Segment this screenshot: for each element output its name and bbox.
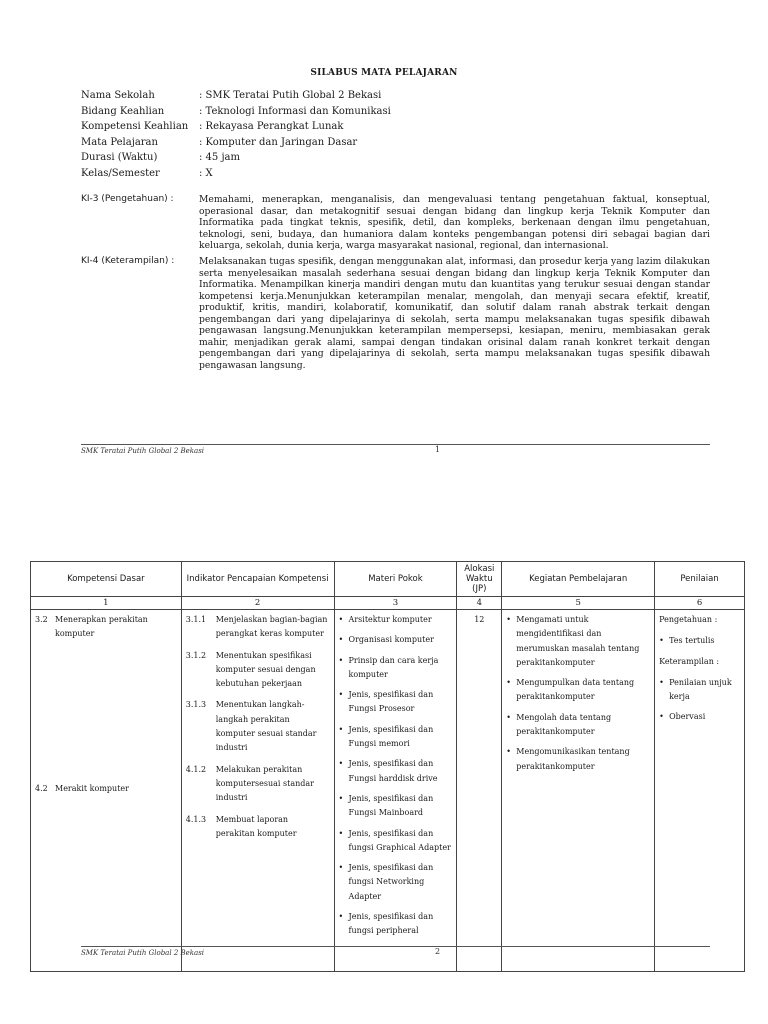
indikator-number: 4.1.3	[185, 814, 207, 824]
info-row-subject	[81, 135, 391, 151]
list-item	[659, 676, 740, 705]
indikator-text: Menentukan spesifikasi komputer sesuai dengan kebutuhan pekerjaan	[215, 650, 316, 689]
indikator-item	[186, 763, 330, 806]
kegiatan-text: Mengolah data tentang perakitankomputer	[516, 712, 612, 737]
list-item	[506, 745, 650, 774]
list-item	[339, 757, 453, 786]
bullet-icon: •	[338, 690, 344, 700]
bullet-icon: •	[338, 724, 344, 734]
syllabus-table	[30, 561, 745, 972]
info-label: Bidang Keahlian	[81, 105, 165, 117]
cell-alokasi-waktu: 12	[457, 610, 502, 972]
materi-text: Jenis, spesifikasi dan Fungsi harddisk drive	[348, 759, 438, 783]
indikator-text: Melakukan perakitan komputersesuai standar industri	[215, 764, 314, 803]
bullet-icon: •	[338, 912, 344, 922]
penilaian-keterampilan-label: Keterampilan :	[659, 656, 720, 666]
bullet-icon: •	[338, 655, 344, 665]
penilaian-pengetahuan-label: Pengetahuan :	[659, 615, 718, 624]
bullet-icon: •	[338, 759, 344, 769]
info-row-duration	[81, 150, 391, 166]
materi-text: Prinsip dan cara kerja komputer	[348, 655, 439, 679]
footer-divider	[81, 444, 710, 445]
kd-number: 3.2	[35, 615, 48, 624]
header-kegiatan: Kegiatan Pembelajaran	[502, 562, 655, 597]
footer-page-number: 2	[435, 947, 441, 956]
ki4-text: Melaksanakan tugas spesifik, dengan menggunakan alat, informasi, dan prosedur kerja yang lazim dilakukan serta menyelesaikan masalah sederhana sesuai dengan bidang dan lingkup kerja Teknik Komputer dan Informatika. Menampilkan kinerja mandiri dengan mutu dan kuantitas yang terukur sesuai dengan standar kompetensi kerja.Menunjukkan keterampilan menalar, mengolah, dan menyaji secara efektif, kreatif, produktif, kritis, mandiri, kolaboratif, komunikatif, dan solutif dalam ranah abstrak terkait dengan pengembangan dari yang dipelajarinya di sekolah, serta mampu melaksanakan tugas spesifik dibawah pengawasan langsung.Menunjukkan keterampilan mempersepsi, kesiapan, meniru, membiasakan gerak mahir, menjadikan gerak alami, sampai dengan tindakan orisinal dalam ranah konkret terkait dengan pengembangan dari yang dipelajarinya di sekolah, serta mampu melaksanakan tugas spesifik dibawah pengawasan langsung.	[199, 256, 710, 371]
ki3-label: KI-3 (Pengetahuan) :	[81, 194, 174, 204]
list-item	[339, 654, 453, 683]
header-kompetensi-dasar: Kompetensi Dasar	[31, 562, 182, 597]
cell-penilaian	[655, 610, 745, 972]
page-title: SILABUS MATA PELAJARAN	[310, 68, 458, 78]
indikator-number: 4.1.2	[185, 764, 207, 774]
indikator-number: 3.1.3	[185, 700, 207, 710]
bullet-icon: •	[338, 863, 344, 873]
info-row-school	[81, 88, 391, 104]
list-item	[339, 910, 453, 939]
bullet-icon: •	[506, 678, 511, 688]
bullet-icon: •	[338, 793, 344, 803]
table-header-row	[31, 562, 745, 597]
materi-text: Organisasi komputer	[348, 635, 434, 645]
info-row-class	[81, 166, 391, 182]
list-item	[339, 688, 453, 717]
column-number: 4	[457, 597, 502, 610]
ki3-text: Memahami, menerapkan, menganalisis, dan mengevaluasi tentang pengetahuan faktual, konseptual, operasional dasar, dan metakognitif sesuai dengan bidang dan lingkup kerja Teknik Komputer dan Informatika pada tingkat teknis, spesifik, detil, dan kompleks, berkenaan dengan ilmu pengetahuan, teknologi, seni, budaya, dan humaniora dalam konteks pengembangan potensi diri sebagai bagian dari keluarga, sekolah, dunia kerja, warga masyarakat nasional, regional, dan internasional.	[199, 194, 710, 251]
materi-text: Jenis, spesifikasi dan Fungsi Mainboard	[348, 793, 434, 818]
kegiatan-text: Mengamati untuk mengidentifikasi dan merumuskan masalah tentang perakitankomputer	[516, 615, 640, 667]
penilaian-text: Tes tertulis	[669, 636, 715, 646]
column-number: 1	[31, 597, 182, 610]
kd-item	[35, 613, 177, 642]
header-alokasi-waktu: Alokasi Waktu (JP)	[457, 562, 502, 597]
materi-text: Jenis, spesifikasi dan Fungsi Prosesor	[348, 690, 434, 714]
column-number: 3	[334, 597, 457, 610]
indikator-item	[186, 698, 330, 755]
materi-text: Jenis, spesifikasi dan Fungsi memori	[348, 724, 434, 749]
bullet-icon: •	[506, 712, 511, 722]
footer-page-number: 1	[435, 445, 441, 454]
list-item	[506, 613, 650, 670]
cell-materi-pokok	[334, 610, 457, 972]
indikator-text: Membuat laporan perakitan komputer	[215, 814, 297, 838]
penilaian-pengetahuan-list	[659, 634, 740, 648]
kd-text: Menerapkan perakitan komputer	[55, 615, 148, 639]
school-info	[81, 88, 391, 181]
ki4-label: KI-4 (Keterampilan) :	[81, 256, 175, 266]
list-item	[506, 676, 650, 705]
bullet-icon: •	[338, 635, 344, 645]
cell-indikator	[181, 610, 334, 972]
indikator-number: 3.1.2	[185, 650, 207, 660]
table-row	[31, 610, 745, 972]
info-value: : Teknologi Informasi dan Komunikasi	[199, 105, 391, 117]
list-item	[339, 613, 453, 627]
info-label: Kelas/Semester	[81, 167, 160, 179]
ki3-section	[81, 194, 710, 252]
materi-text: Jenis, spesifikasi dan fungsi Graphical Adapter	[348, 828, 451, 852]
list-item	[339, 792, 453, 821]
info-value: : Komputer dan Jaringan Dasar	[199, 136, 358, 148]
kd-number: 4.2	[35, 783, 48, 793]
kd-item	[35, 782, 177, 796]
indikator-number: 3.1.1	[185, 615, 207, 624]
header-materi-pokok: Materi Pokok	[334, 562, 457, 597]
materi-list	[339, 613, 453, 939]
bullet-icon: •	[338, 828, 344, 838]
list-item	[506, 711, 650, 740]
column-number: 6	[655, 597, 745, 610]
list-item	[339, 723, 453, 752]
penilaian-keterampilan-list	[659, 676, 740, 725]
info-label: Nama Sekolah	[81, 90, 155, 101]
column-number: 2	[181, 597, 334, 610]
cell-kompetensi-dasar	[31, 610, 182, 972]
penilaian-text: Obervasi	[669, 712, 706, 722]
list-item	[339, 827, 453, 856]
bullet-icon: •	[338, 615, 344, 624]
kegiatan-text: Mengumpulkan data tentang perakitankomputer	[516, 678, 635, 702]
materi-text: Arsitektur komputer	[348, 615, 432, 624]
bullet-icon: •	[659, 636, 664, 646]
footer-divider	[81, 946, 710, 947]
list-item	[659, 710, 740, 724]
penilaian-text: Penilaian unjuk kerja	[669, 677, 732, 702]
footer-school-name: SMK Teratai Putih Global 2 Bekasi	[81, 949, 205, 957]
bullet-icon: •	[506, 615, 511, 624]
bullet-icon: •	[659, 712, 664, 722]
info-label: Kompetensi Keahlian	[81, 121, 189, 132]
info-value: : Rekayasa Perangkat Lunak	[199, 121, 344, 132]
info-label: Durasi (Waktu)	[81, 152, 158, 163]
bullet-icon: •	[506, 747, 511, 757]
list-item	[339, 633, 453, 647]
indikator-item	[186, 613, 330, 642]
ki4-section	[81, 256, 710, 371]
info-row-competency	[81, 119, 391, 135]
footer-school-name: SMK Teratai Putih Global 2 Bekasi	[81, 447, 205, 455]
kegiatan-text: Mengomunikasikan tentang perakitankomputer	[516, 747, 630, 771]
info-label: Mata Pelajaran	[81, 136, 158, 148]
info-value: : SMK Teratai Putih Global 2 Bekasi	[199, 90, 382, 101]
indikator-item	[186, 649, 330, 692]
info-row-field	[81, 104, 391, 120]
column-number: 5	[502, 597, 655, 610]
header-indikator: Indikator Pencapaian Kompetensi	[181, 562, 334, 597]
kegiatan-list	[506, 613, 650, 774]
info-value: : 45 jam	[199, 152, 240, 163]
header-penilaian: Penilaian	[655, 562, 745, 597]
materi-text: Jenis, spesifikasi dan fungsi Networking Adapter	[348, 863, 434, 901]
list-item	[659, 634, 740, 648]
info-value: : X	[199, 167, 213, 179]
list-item	[339, 861, 453, 904]
cell-kegiatan	[502, 610, 655, 972]
kd-text: Merakit komputer	[55, 783, 129, 793]
indikator-item	[186, 813, 330, 842]
table-number-row	[31, 597, 745, 610]
indikator-text: Menentukan langkah-langkah perakitan komputer sesuai standar industri	[215, 700, 317, 753]
indikator-text: Menjelaskan bagian-bagian perangkat keras komputer	[215, 615, 328, 639]
bullet-icon: •	[659, 677, 664, 687]
materi-text: Jenis, spesifikasi dan fungsi peripheral	[348, 912, 434, 936]
